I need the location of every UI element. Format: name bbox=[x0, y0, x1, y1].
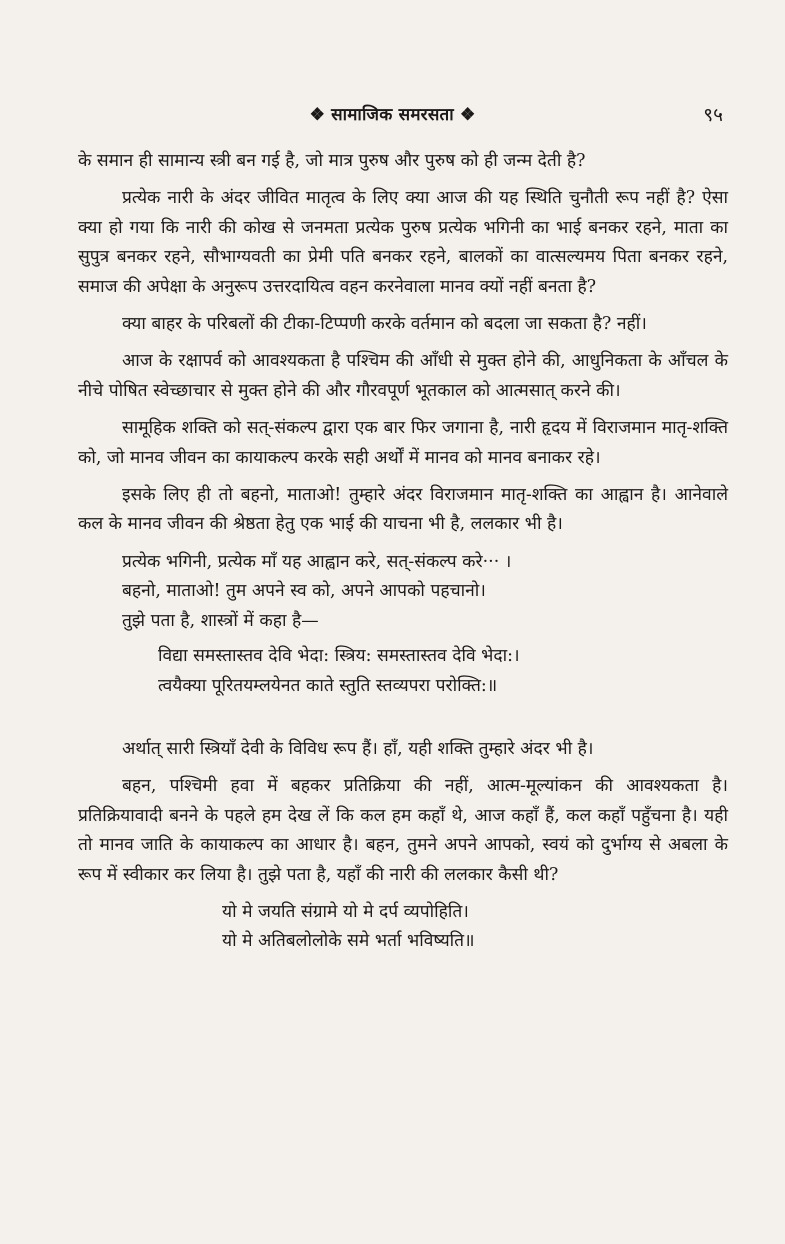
paragraph: के समान ही सामान्य स्त्री बन गई है, जो मात्र पुरुष और पुरुष को ही जन्म देती है? bbox=[78, 151, 586, 171]
paragraph: प्रत्येक भगिनी, प्रत्येक माँ यह आह्वान करे, सत्-संकल्प करे··· । bbox=[122, 551, 512, 572]
sanskrit-verse bbox=[78, 898, 728, 957]
running-title: ❖ सामाजिक समरसता ❖ bbox=[309, 105, 476, 125]
body-text bbox=[78, 147, 728, 957]
paragraph: प्रत्येक नारी के अंदर जीवित मातृत्व के लिए क्या आज की यह स्थिति चुनौती रूप नहीं है? ऐसा क्या हो गया कि नारी की कोख से जनमता प्रत्येक पुरुष प्रत्येक भगिनी का भाई बनकर रहने, माता का सुपुत्र बनकर रहने, सौभाग्यवती का प्रेमी पति बनकर रहने, बालकों का वात्सल्यमय पिता बनकर रहने, समाज की अपेक्षा के अनुरूप उत्तरदायित्व वहन करनेवाला मानव क्यों नहीं बनता है? bbox=[78, 188, 728, 297]
paragraph: बहनो, माताओ! तुम अपने स्व को, अपने आपको पहचानो। bbox=[122, 581, 486, 602]
verse-line: विद्या समस्तास्तव देवि भेदा: स्त्रिय: समस्तास्तव देवि भेदा:। bbox=[158, 646, 520, 667]
page-number: ९५ bbox=[703, 104, 723, 126]
page-header bbox=[0, 100, 785, 130]
paragraph: तुझे पता है, शास्त्रों में कहा है— bbox=[122, 610, 319, 631]
paragraph: अर्थात् सारी स्त्रियाँ देवी के विविध रूप हैं। हाँ, यही शक्ति तुम्हारे अंदर भी है। bbox=[122, 738, 594, 759]
verse-line: यो मे अतिबलोलोके समे भर्ता भविष्यति॥ bbox=[222, 931, 475, 952]
verse-line: यो मे जयति संग्रामे यो मे दर्प व्यपोहिति। bbox=[222, 901, 469, 922]
paragraph: इसके लिए ही तो बहनो, माताओ! तुम्हारे अंदर विराजमान मातृ-शक्ति का आह्वान है। आनेवाले कल के मानव जीवन की श्रेष्ठता हेतु एक भाई की याचना भी है, ललकार भी है। bbox=[78, 485, 728, 535]
paragraph: आज के रक्षापर्व को आवश्यकता है पश्चिम की आँधी से मुक्त होने की, आधुनिकता के आँचल के नीचे पोषित स्वेच्छाचार से मुक्त होने की और गौरवपूर्ण भूतकाल को आत्मसात् करने की। bbox=[78, 351, 728, 401]
paragraph: सामूहिक शक्ति को सत्-संकल्प द्वारा एक बार फिर जगाना है, नारी हृदय में विराजमान मातृ-शक्ति को, जो मानव जीवन का कायाकल्प करके सही अर्थों में मानव को मानव बनाकर रहे। bbox=[78, 418, 728, 468]
paragraph: बहन, पश्चिमी हवा में बहकर प्रतिक्रिया की नहीं, आत्म-मूल्यांकन की आवश्यकता है। प्रतिक्रियावादी बनने के पहले हम देख लें कि कल हम कहाँ थे, आज कहाँ हैं, कल कहाँ पहुँचना है। यही तो मानव जाति के कायाकल्प का आधार है। बहन, तुमने अपने आपको, स्वयं को दुर्भाग्य से अबला के रूप में स्वीकार कर लिया है। तुझे पता है, यहाँ की नारी की ललकार कैसी थी? bbox=[78, 776, 728, 885]
sanskrit-verse bbox=[78, 642, 728, 701]
paragraph: क्या बाहर के परिबलों की टीका-टिप्पणी करके वर्तमान को बदला जा सकता है? नहीं। bbox=[122, 314, 647, 335]
verse-line: त्वयैक्या पूरितयम्लयेनत काते स्तुति स्तव्यपरा परोक्ति:॥ bbox=[158, 675, 498, 696]
